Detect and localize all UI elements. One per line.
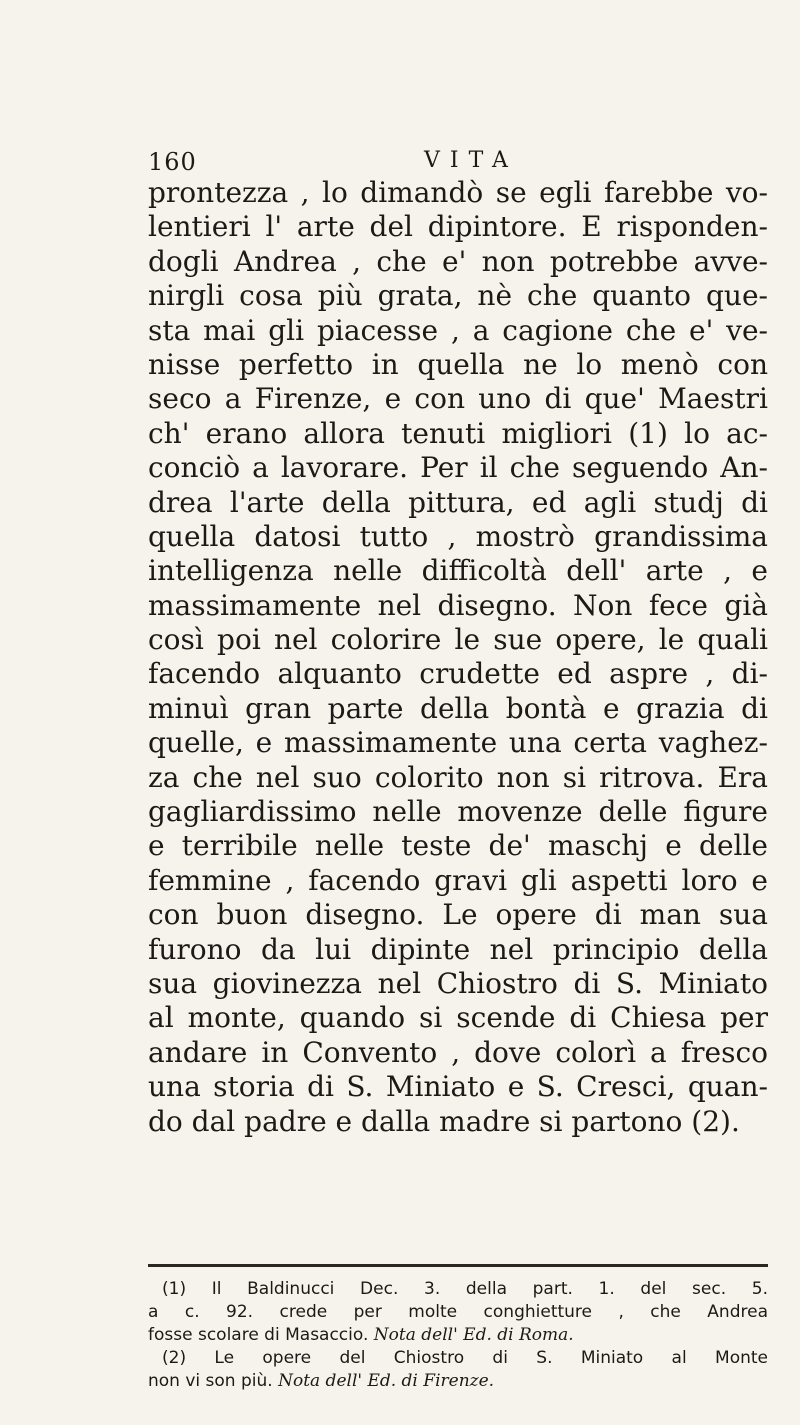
- text-line: lentieri l' arte del dipintore. E risponden-: [148, 210, 768, 244]
- text-line: intelligenza nelle difficoltà dell' arte , e: [148, 554, 768, 588]
- footnote-rule: [148, 1264, 768, 1267]
- footnote-2-line: [148, 1370, 768, 1393]
- text-line: sua giovinezza nel Chiostro di S. Miniato: [148, 966, 768, 1000]
- text-line: femmine , facendo gravi gli aspetti loro e: [148, 863, 768, 897]
- text-line: al monte, quando si scende di Chiesa per: [148, 1001, 768, 1035]
- footnotes: [148, 1278, 768, 1393]
- footnote-1-line: a c. 92. crede per molte conghietture , che Andrea: [148, 1302, 768, 1322]
- text-line: conciò a lavorare. Per il che seguendo An-: [148, 451, 768, 485]
- text-line: dogli Andrea , che e' non potrebbe avve-: [148, 244, 768, 278]
- footnote-2-line: [148, 1347, 768, 1370]
- text-line: quella datosi tutto , mostrò grandissima: [148, 519, 768, 553]
- footnote-text: non vi son più.: [148, 1371, 279, 1391]
- footnote-text: (1) Il Baldinucci Dec. 3. della part. 1. del sec. 5.: [162, 1279, 768, 1299]
- text-line: nisse perfetto in quella ne lo menò con: [148, 347, 768, 381]
- text-line: do dal padre e dalla madre si partono (2).: [148, 1104, 740, 1138]
- editor-note: Nota dell' Ed. di Roma.: [373, 1325, 574, 1345]
- text-line: e terribile nelle teste de' maschj e delle: [148, 829, 768, 863]
- editor-note: Nota dell' Ed. di Firenze.: [278, 1371, 495, 1391]
- text-line: nirgli cosa più grata, nè che quanto que-: [148, 279, 768, 313]
- text-line: così poi nel colorire le sue opere, le quali: [148, 623, 768, 657]
- text-line: andare in Convento , dove colorì a fresco: [148, 1035, 768, 1069]
- page-number: 160: [148, 148, 197, 176]
- body-text: [148, 176, 768, 1139]
- text-line: za che nel suo colorito non si ritrova. Era: [148, 760, 768, 794]
- text-line: gagliardissimo nelle movenze delle figure: [148, 795, 768, 829]
- text-line: massimamente nel disegno. Non fece già: [148, 588, 768, 622]
- text-line: ch' erano allora tenuti migliori (1) lo ac-: [148, 416, 768, 450]
- text-line: una storia di S. Miniato e S. Cresci, quan-: [148, 1070, 768, 1104]
- text-line: minuì gran parte della bontà e grazia di: [148, 691, 768, 725]
- text-line: furono da lui dipinte nel principio della: [148, 932, 768, 966]
- footnote-text: fosse scolare di Masaccio.: [148, 1325, 374, 1345]
- text-line: sta mai gli piacesse , a cagione che e' ve-: [148, 313, 768, 347]
- footnote-1-line: [148, 1324, 768, 1347]
- text-line: drea l'arte della pittura, ed agli studj di: [148, 485, 768, 519]
- text-line: con buon disegno. Le opere di man sua: [148, 898, 768, 932]
- text-line: seco a Firenze, e con uno di que' Maestri: [148, 382, 768, 416]
- footnote-text: (2) Le opere del Chiostro di S. Miniato al Monte: [162, 1348, 768, 1368]
- text-line: prontezza , lo dimandò se egli farebbe vo-: [148, 176, 768, 209]
- running-head: VITA: [424, 148, 518, 173]
- text-line: facendo alquanto crudette ed aspre , di-: [148, 657, 768, 691]
- footnote-1-line: [148, 1278, 768, 1301]
- text-line: quelle, e massimamente una certa vaghez-: [148, 726, 768, 760]
